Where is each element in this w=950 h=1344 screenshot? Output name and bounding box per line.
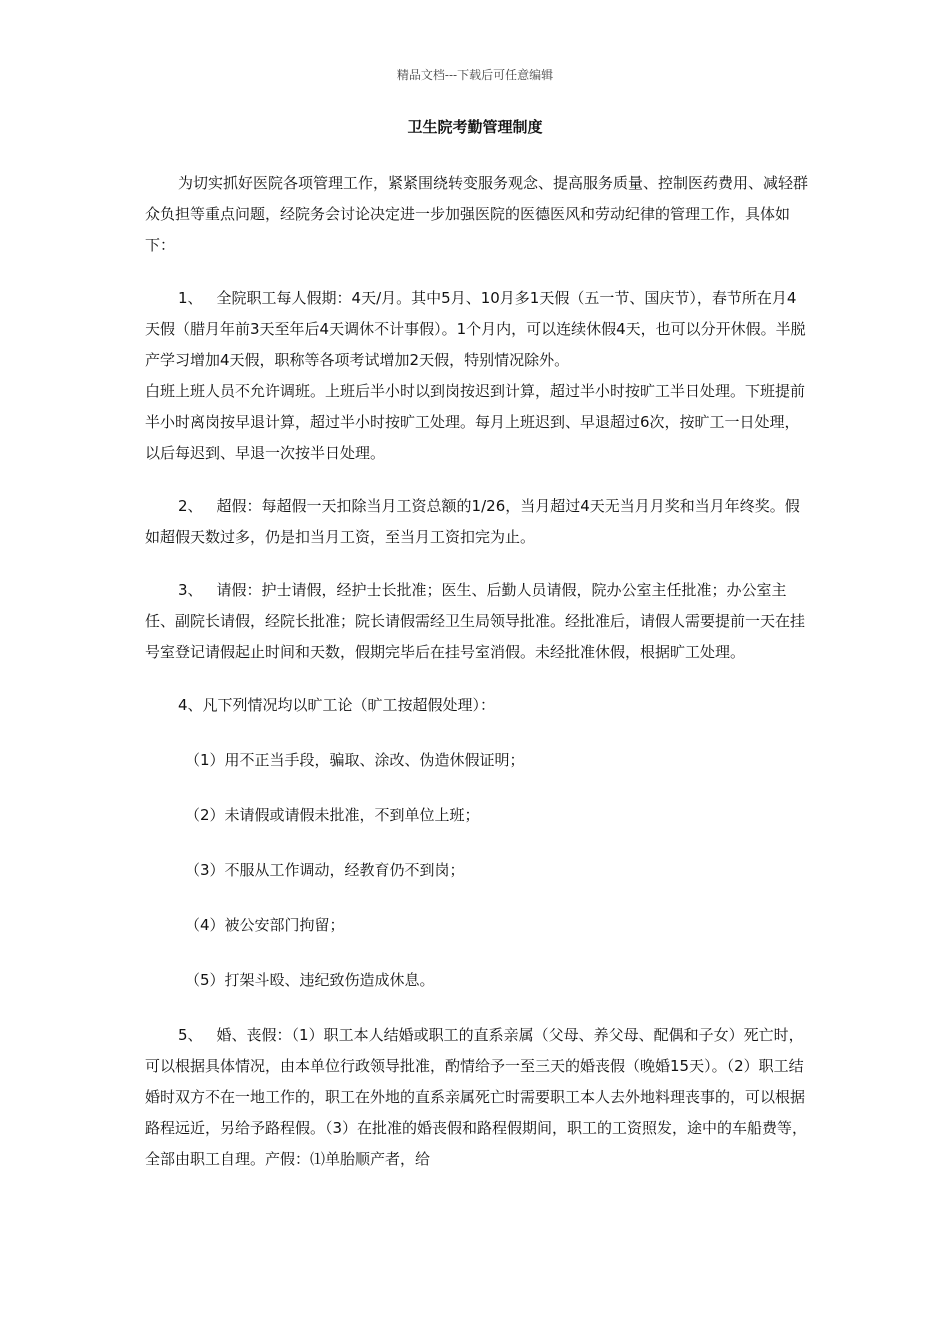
- rule-text: 超假：每超假一天扣除当月工资总额的1/26，当月超过4天无当月月奖和当月年终奖。假如超假天数过多，仍是扣当月工资，至当月工资扣完为止。: [145, 497, 800, 546]
- rule-number: 1、: [178, 289, 203, 307]
- intro-paragraph: 为切实抓好医院各项管理工作，紧紧围绕转变服务观念、提高服务质量、控制医药费用、减轻群众负担等重点问题，经院务会讨论决定进一步加强医院的医德医风和劳动纪律的管理工作，具体如下：: [145, 174, 809, 254]
- rule-2-paragraph: [145, 491, 810, 553]
- rule-3-paragraph: [145, 575, 810, 668]
- rule-4-heading: 4、凡下列情况均以旷工论（旷工按超假处理）：: [178, 696, 496, 714]
- rule-4-subitem: （3）不服从工作调动，经教育仍不到岗；: [185, 861, 465, 879]
- rule-4-subitem: （1）用不正当手段，骗取、涂改、伪造休假证明；: [185, 751, 525, 769]
- page-header: 精品文档---下载后可任意编辑: [396, 68, 554, 82]
- rule-4-subitem: （5）打架斗殴、违纪致伤造成休息。: [185, 971, 435, 989]
- rule-number: 2、: [178, 497, 203, 515]
- rule-4-subitem: （4）被公安部门拘留；: [185, 916, 345, 934]
- rule-number: 5、: [178, 1026, 203, 1044]
- rule-1-continuation: 白班上班人员不允许调班。上班后半小时以到岗按迟到计算，超过半小时按旷工半日处理。下班提前半小时离岗按早退计算，超过半小时按旷工处理。每月上班迟到、早退超过6次，按旷工一日处理，以后每迟到、早退一次按半日处理。: [145, 382, 806, 462]
- rule-text: 全院职工每人假期：4天/月。其中5月、10月多1天假（五一节、国庆节），春节所在月4天假（腊月年前3天至年后4天调休不计事假）。1个月内，可以连续休假4天，也可以分开休假。半脱产学习增加4天假，职称等各项考试增加2天假，特别情况除外。: [145, 289, 806, 369]
- document-title: 卫生院考勤管理制度: [407, 118, 543, 136]
- document-body: [145, 168, 810, 1175]
- rule-5-paragraph: [145, 1020, 810, 1175]
- rule-number: 3、: [178, 581, 203, 599]
- rule-1-paragraph: [145, 283, 810, 376]
- rule-4-subitem: （2）未请假或请假未批准，不到单位上班；: [185, 806, 480, 824]
- rule-text: 请假：护士请假，经护士长批准；医生、后勤人员请假，院办公室主任批准；办公室主任、副院长请假，经院长批准；院长请假需经卫生局领导批准。经批准后，请假人需要提前一天在挂号室登记请假起止时间和天数，假期完毕后在挂号室消假。未经批准休假，根据旷工处理。: [145, 581, 806, 661]
- rule-text: 婚、丧假：（1）职工本人结婚或职工的直系亲属（父母、养父母、配偶和子女）死亡时，可以根据具体情况，由本单位行政领导批准，酌情给予一至三天的婚丧假（晚婚15天）。（2）职工结婚时双方不在一地工作的，职工在外地的直系亲属死亡时需要职工本人去外地料理丧事的，可以根据路程远近，另给予路程假。（3）在批准的婚丧假和路程假期间，职工的工资照发，途中的车船费等，全部由职工自理。产假：⑴单胎顺产者，给: [145, 1026, 808, 1168]
